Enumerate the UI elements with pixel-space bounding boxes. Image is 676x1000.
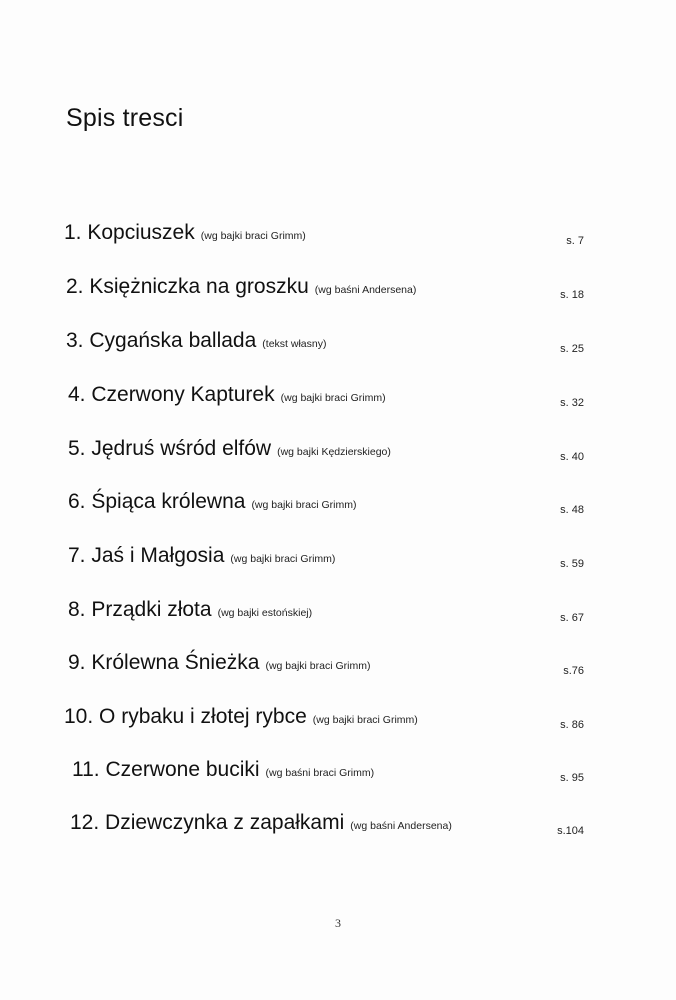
- toc-entry: [0, 218, 676, 248]
- toc-heading: [72, 758, 374, 785]
- toc-heading: [66, 329, 326, 356]
- toc-source: (wg baśni Andersena): [350, 820, 452, 832]
- toc-title: 2. Księżniczka na groszku: [66, 275, 309, 298]
- toc-heading: [68, 544, 335, 571]
- toc-source: (wg baśni braci Grimm): [265, 767, 375, 779]
- page-number: 3: [335, 916, 341, 930]
- toc-page: s. 48: [560, 504, 584, 516]
- toc-page: s. 25: [560, 343, 584, 355]
- toc-title: 9. Królewna Śnieżka: [68, 651, 260, 674]
- toc-source: (wg baśni Andersena): [314, 284, 417, 296]
- toc-page: s.76: [563, 665, 584, 677]
- toc-source: (wg bajki braci Grimm): [280, 392, 386, 404]
- toc-heading: [70, 811, 452, 838]
- toc-source: (wg bajki braci Grimm): [251, 499, 357, 511]
- toc-heading: [68, 437, 391, 464]
- toc-entry: [0, 272, 676, 302]
- toc-source: (wg bajki braci Grimm): [200, 230, 306, 242]
- toc-title: 11. Czerwone buciki: [72, 758, 260, 781]
- toc-entry: [0, 434, 676, 464]
- toc-entry: [0, 755, 676, 785]
- toc-source: (wg bajki braci Grimm): [312, 714, 418, 726]
- toc-heading: [68, 651, 370, 678]
- toc-entry: [0, 380, 676, 410]
- toc-page: s. 86: [560, 719, 584, 731]
- page-title: Spis tresci: [66, 104, 184, 132]
- toc-page: s. 7: [566, 235, 584, 247]
- toc-entry: [0, 702, 676, 732]
- toc-source: (wg bajki braci Grimm): [265, 660, 371, 672]
- toc-heading: [68, 490, 356, 517]
- toc-page: s. 32: [560, 397, 584, 409]
- toc-title: 12. Dziewczynka z zapałkami: [70, 811, 345, 834]
- toc-heading: [64, 705, 418, 732]
- toc-entry: [0, 648, 676, 678]
- toc-entry: [0, 808, 676, 838]
- toc-heading: [68, 598, 312, 625]
- toc-entry: [0, 595, 676, 625]
- toc-entry: [0, 541, 676, 571]
- toc-page: s.104: [557, 825, 584, 837]
- toc-heading: [64, 221, 306, 248]
- toc-title: 4. Czerwony Kapturek: [68, 383, 275, 406]
- toc-heading: [68, 383, 386, 410]
- toc-page: s. 18: [560, 289, 584, 301]
- toc-title: 10. O rybaku i złotej rybce: [64, 705, 307, 728]
- toc-title: 7. Jaś i Małgosia: [68, 544, 225, 567]
- toc-page: s. 67: [560, 612, 584, 624]
- toc-title: 8. Prządki złota: [68, 598, 212, 621]
- toc-heading: [66, 275, 416, 302]
- toc-entry: [0, 487, 676, 517]
- toc-source: (wg bajki estońskiej): [217, 607, 313, 619]
- toc-source: (wg bajki Kędzierskiego): [277, 446, 391, 458]
- toc-page: s. 59: [560, 558, 584, 570]
- toc-title: 3. Cygańska ballada: [66, 329, 257, 352]
- toc-entry: [0, 326, 676, 356]
- toc-page: s. 95: [560, 772, 584, 784]
- toc-title: 5. Jędruś wśród elfów: [68, 437, 272, 460]
- toc-title: 1. Kopciuszek: [64, 221, 195, 244]
- toc-title: 6. Śpiąca królewna: [68, 490, 246, 513]
- toc-source: (tekst własny): [262, 338, 327, 350]
- toc-page: s. 40: [560, 451, 584, 463]
- toc-source: (wg bajki braci Grimm): [230, 553, 336, 565]
